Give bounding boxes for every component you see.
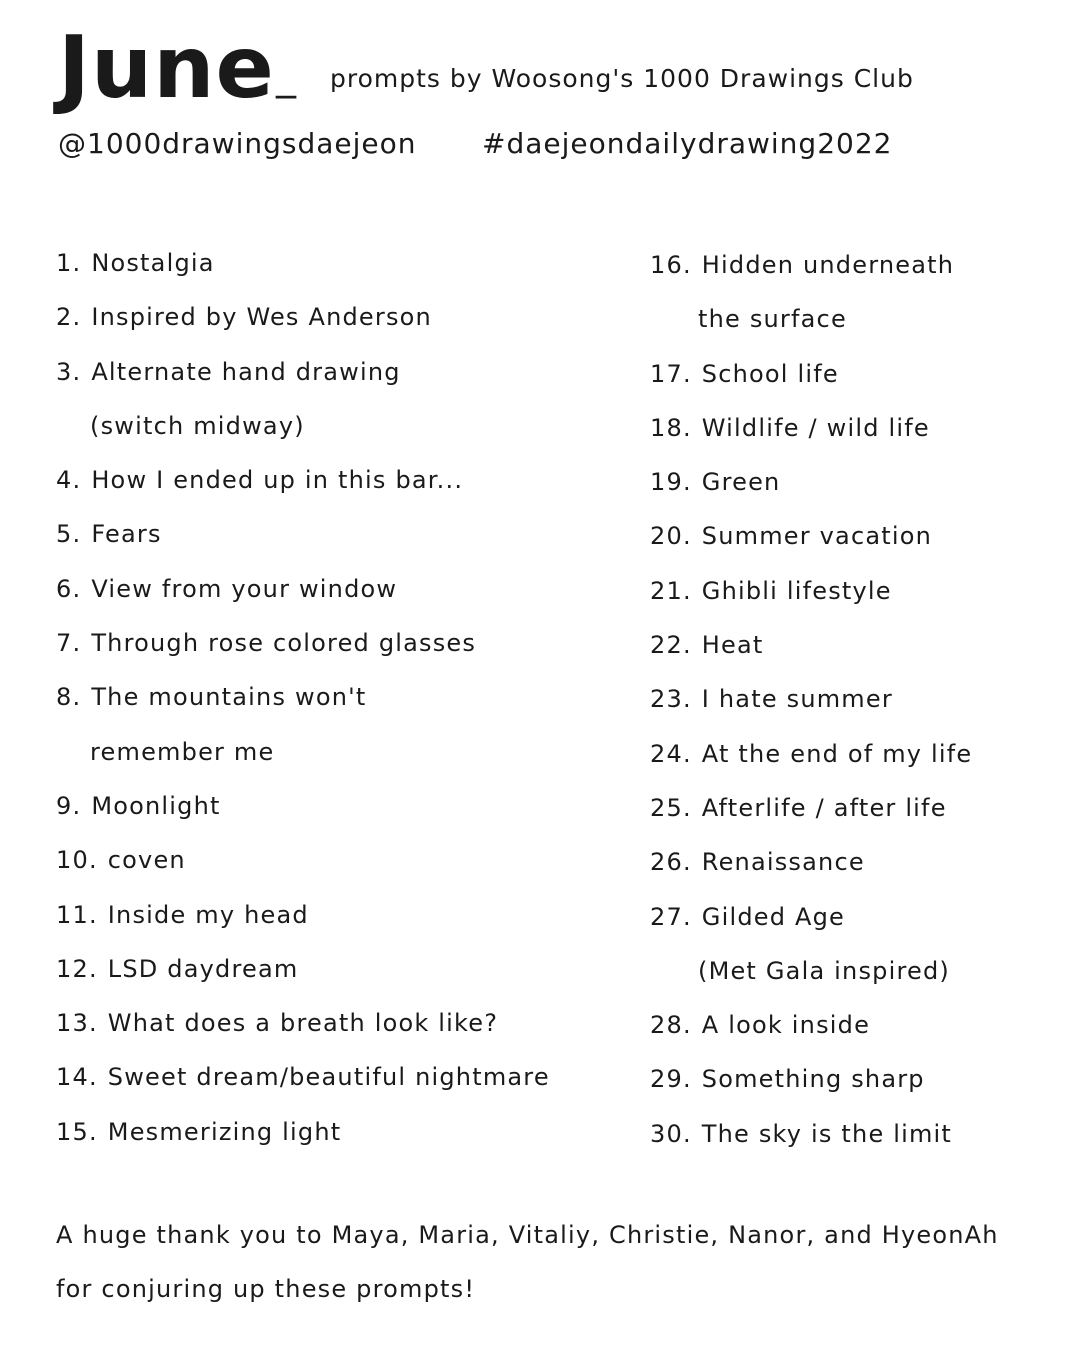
prompt-number: 4.: [56, 466, 82, 495]
prompt-number: 15.: [56, 1117, 98, 1146]
prompt-text: LSD daydream: [107, 954, 299, 983]
prompt-item: [56, 670, 626, 779]
prompt-number: 14.: [56, 1063, 98, 1092]
prompt-number: 25.: [650, 793, 692, 822]
prompt-item: [56, 236, 626, 290]
prompt-text-continued: (Met Gala inspired): [698, 956, 950, 985]
prompt-text: Alternate hand drawing: [91, 357, 401, 386]
prompt-item: [56, 888, 626, 942]
prompt-text: The mountains won't: [91, 683, 367, 712]
instagram-handle: @1000drawingsdaejeon: [58, 127, 417, 160]
prompt-text: Renaissance: [701, 848, 865, 877]
prompt-number: 30.: [650, 1119, 692, 1148]
prompt-item: [650, 890, 1070, 999]
prompt-item: [56, 616, 626, 670]
prompt-item: [56, 562, 626, 616]
page-title: June: [58, 18, 275, 118]
prompt-number: 8.: [56, 683, 82, 712]
prompt-item: [650, 835, 1070, 889]
prompt-text: Summer vacation: [701, 522, 933, 551]
page-subtitle: prompts by Woosong's 1000 Drawings Club: [330, 64, 914, 93]
prompt-text: What does a breath look like?: [107, 1009, 499, 1038]
prompt-item: [56, 453, 626, 507]
prompt-number: 6.: [56, 574, 82, 603]
acknowledgement-line-1: A huge thank you to Maya, Maria, Vitaliy, Christie, Nanor, and HyeonAh: [56, 1221, 999, 1249]
acknowledgement: [56, 1208, 1066, 1316]
prompt-number: 19.: [650, 468, 692, 497]
prompt-item: [650, 618, 1070, 672]
prompt-number: 24.: [650, 739, 692, 768]
prompt-item: [650, 564, 1070, 618]
prompt-number: 1.: [56, 249, 82, 277]
prompt-text: At the end of my life: [701, 739, 973, 768]
prompt-text: Nostalgia: [91, 249, 215, 277]
acknowledgement-line-2: for conjuring up these prompts!: [56, 1275, 476, 1303]
prompt-item: [650, 347, 1070, 401]
prompt-text: Green: [701, 468, 781, 497]
prompt-text: Gilded Age: [701, 902, 845, 931]
prompt-item: [650, 727, 1070, 781]
prompt-number: 9.: [56, 791, 82, 820]
prompt-text: Ghibli lifestyle: [701, 576, 892, 605]
prompt-number: 3.: [56, 357, 82, 386]
prompt-number: 13.: [56, 1009, 98, 1038]
hashtag: #daejeondailydrawing2022: [482, 127, 893, 160]
prompt-item: [650, 455, 1070, 509]
prompt-text: Through rose colored glasses: [91, 629, 477, 658]
prompt-text: Afterlife / after life: [701, 793, 947, 822]
prompt-text: Heat: [701, 631, 764, 660]
prompt-number: 23.: [650, 685, 692, 714]
prompt-item: [56, 833, 626, 887]
prompt-number: 2.: [56, 303, 82, 332]
prompt-text: Wildlife / wild life: [701, 413, 930, 442]
prompt-item: [650, 401, 1070, 455]
prompt-item: [650, 672, 1070, 726]
prompt-text: The sky is the limit: [701, 1119, 953, 1148]
prompt-number: 18.: [650, 413, 692, 442]
prompt-number: 12.: [56, 954, 98, 983]
prompt-text-continued: the surface: [698, 305, 847, 334]
prompt-item: [56, 345, 626, 454]
prompt-number: 27.: [650, 902, 692, 931]
prompt-text-continued: (switch midway): [90, 411, 305, 440]
prompt-item: [56, 996, 626, 1050]
prompt-number: 11.: [56, 900, 98, 929]
prompt-item: [650, 781, 1070, 835]
prompt-item: [56, 1050, 626, 1104]
prompt-text: School life: [701, 359, 839, 388]
prompt-text: I hate summer: [701, 685, 893, 714]
prompt-text: A look inside: [701, 1011, 871, 1040]
prompt-list-right: [650, 238, 1070, 1161]
prompt-number: 16.: [650, 251, 692, 279]
prompt-number: 20.: [650, 522, 692, 551]
title-separator: _: [276, 53, 296, 99]
prompt-item: [650, 509, 1070, 563]
prompt-item: [650, 1107, 1070, 1161]
prompt-item: [56, 507, 626, 561]
prompt-number: 28.: [650, 1011, 692, 1040]
prompt-item: [650, 998, 1070, 1052]
prompt-text: Mesmerizing light: [107, 1117, 342, 1146]
prompt-text: Fears: [91, 520, 162, 549]
prompt-item: [56, 779, 626, 833]
prompt-text: Moonlight: [91, 791, 221, 820]
prompt-item: [650, 238, 1070, 347]
prompt-item: [56, 942, 626, 996]
prompt-item: [56, 290, 626, 344]
prompt-number: 29.: [650, 1065, 692, 1094]
prompt-number: 7.: [56, 629, 82, 658]
prompt-item: [56, 1105, 626, 1159]
prompt-number: 17.: [650, 359, 692, 388]
prompt-number: 26.: [650, 848, 692, 877]
prompt-number: 21.: [650, 576, 692, 605]
prompt-text: Sweet dream/beautiful nightmare: [107, 1063, 550, 1092]
prompt-text: How I ended up in this bar...: [91, 466, 464, 495]
prompt-number: 10.: [56, 846, 98, 875]
prompt-text: Inspired by Wes Anderson: [91, 303, 432, 332]
prompt-text: Something sharp: [701, 1065, 925, 1094]
prompt-text: coven: [107, 846, 186, 875]
prompt-item: [650, 1052, 1070, 1106]
prompt-number: 5.: [56, 520, 82, 549]
prompt-number: 22.: [650, 631, 692, 660]
prompt-text: View from your window: [91, 574, 398, 603]
prompt-text: Inside my head: [107, 900, 309, 929]
prompt-text: Hidden underneath: [701, 251, 955, 279]
prompt-text-continued: remember me: [90, 737, 275, 766]
prompt-list-left: [56, 236, 626, 1159]
